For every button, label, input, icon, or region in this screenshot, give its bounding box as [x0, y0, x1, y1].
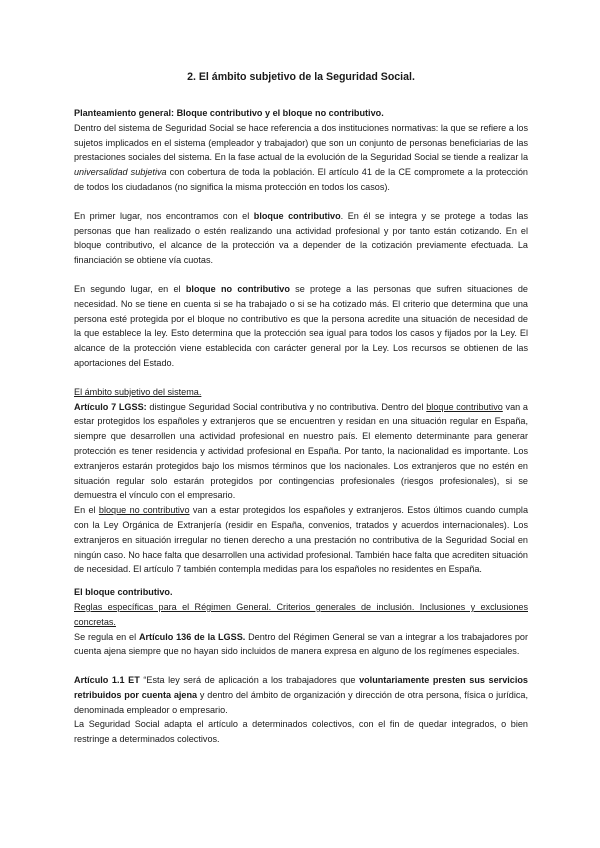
underlined-term: bloque no contributivo: [98, 505, 190, 516]
text-run: En segundo lugar, en el: [74, 283, 186, 294]
text-run: En primer lugar, nos encontramos con el: [74, 210, 254, 221]
text-run: Dentro del Régimen General se van a integrar a los trabajadores por cuenta ajena siempre que no hayan sido incluidos de manera expresa en alguno de los regímenes especiales.: [74, 631, 528, 657]
text-run: En el: [74, 505, 99, 516]
text-run: Se regula en el: [74, 631, 139, 642]
text-run: Dentro del sistema de Seguridad Social se hace referencia a dos instituciones normativas: la que se refiere a los sujetos implicados en el sistema (empleador y trabajador) que son un conjunto de personas beneficiarias de las prestaciones sociales del sistema. En la fase actual de la evolución de la Seguridad Social se tiende a realizar la: [74, 122, 528, 163]
paragraph-no-contributivo: [74, 282, 528, 371]
text-run: se protege a las personas que sufren situaciones de necesidad. No se tiene en cuenta si se ha trabajado o si se ha cotizado más. El criterio que determina que una persona esté protegida por el bloque no contributivo es que la persona acredite una situación de necesidad de la que establece la ley. Esto determina que la protección sea igual para todos los casos y fijados por la Ley. El alcance de la protección viene establecida con carácter general por la Ley. Los recursos se obtienen de las aportaciones del Estado.: [74, 283, 528, 368]
bold-term: bloque contributivo: [253, 210, 341, 221]
paragraph-bloque-contributivo: [74, 585, 528, 659]
article-ref: Artículo 136 de la LGSS.: [138, 631, 246, 642]
text-run: La Seguridad Social adapta el artículo a determinados colectivos, con el fin de quedar integrados, o bien restringe a determinados colectivos.: [74, 719, 528, 745]
bold-term: voluntariamente presten sus servicios retribuidos por cuenta ajena: [74, 675, 528, 700]
text-run: “Esta ley será de aplicación a los trabajadores que: [139, 675, 360, 686]
article-ref: Artículo 1.1 ET: [74, 675, 140, 686]
underlined-term: bloque contributivo: [426, 401, 503, 412]
article-ref: Artículo 7 LGSS:: [74, 401, 147, 412]
text-run: . En él se integra y se protege a todas las personas que han realizado o estén realizando una actividad profesional y por tanto están cotizando. En el bloque contributivo, el alcance de la protección va a depender de la cotización previamente efectuada. La financiación se obtiene vía cuotas.: [74, 210, 528, 266]
page-title: 2. El ámbito subjetivo de la Seguridad Social.: [187, 71, 415, 83]
paragraph-general: [74, 106, 528, 195]
section-heading: Planteamiento general: Bloque contributivo y el bloque no contributivo.: [74, 108, 384, 118]
italic-term: universalidad subjetiva: [74, 167, 167, 178]
text-run: distingue Seguridad Social contributiva y no contributiva. Dentro del: [146, 401, 427, 412]
text-run: van a estar protegidos los españoles y extranjeros que se encuentren y residan en una situación regular en España, siempre que desarrollen una actividad profesional en nuestro país. El elemento determinante para generar protección es tener residencia y actividad profesional en España. Por tanto, la nacionalidad es importante. Los extranjeros estarán protegidos bajo los mismos términos que los nacionales. Los extranjeros que no estén en situación regular solo estarán protegidos por contingencias profesionales (riesgos profesionales), si se demuestra el vínculo con el empresario.: [74, 401, 528, 501]
paragraph-ambito: [74, 385, 528, 577]
section-subheading: Reglas específicas para el Régimen General. Criterios generales de inclusión. Inclusiones y exclusiones concretas.: [74, 601, 528, 627]
bold-term: bloque no contributivo: [185, 283, 290, 294]
paragraph-articulo-et: [74, 673, 528, 747]
section-subheading: El ámbito subjetivo del sistema.: [74, 386, 202, 397]
section-heading: El bloque contributivo.: [74, 587, 173, 598]
text-run: van a estar protegidos los españoles y extranjeros. Estos últimos cuando cumpla con la Ley Orgánica de Extranjería (residir en España, convenios, tratados y acuerdos internacionales). Los extranjeros en situación irregular no tienen derecho a una prestación no contributiva de la Seguridad Social en ningún caso. No hace falta que desarrollen una actividad profesional. También hace falta que acrediten situación de necesidad. El artículo 7 también contempla medidas para los españoles no residentes en España.: [74, 505, 528, 575]
text-run: y dentro del ámbito de organización y dirección de otra persona, física o jurídica, denominada empleador o empresario.: [74, 689, 528, 715]
paragraph-contributivo: [74, 209, 528, 268]
text-run: con cobertura de toda la población. El artículo 41 de la CE compromete a la protección de todos los ciudadanos (no significa la misma protección en todos los casos).: [74, 167, 528, 192]
